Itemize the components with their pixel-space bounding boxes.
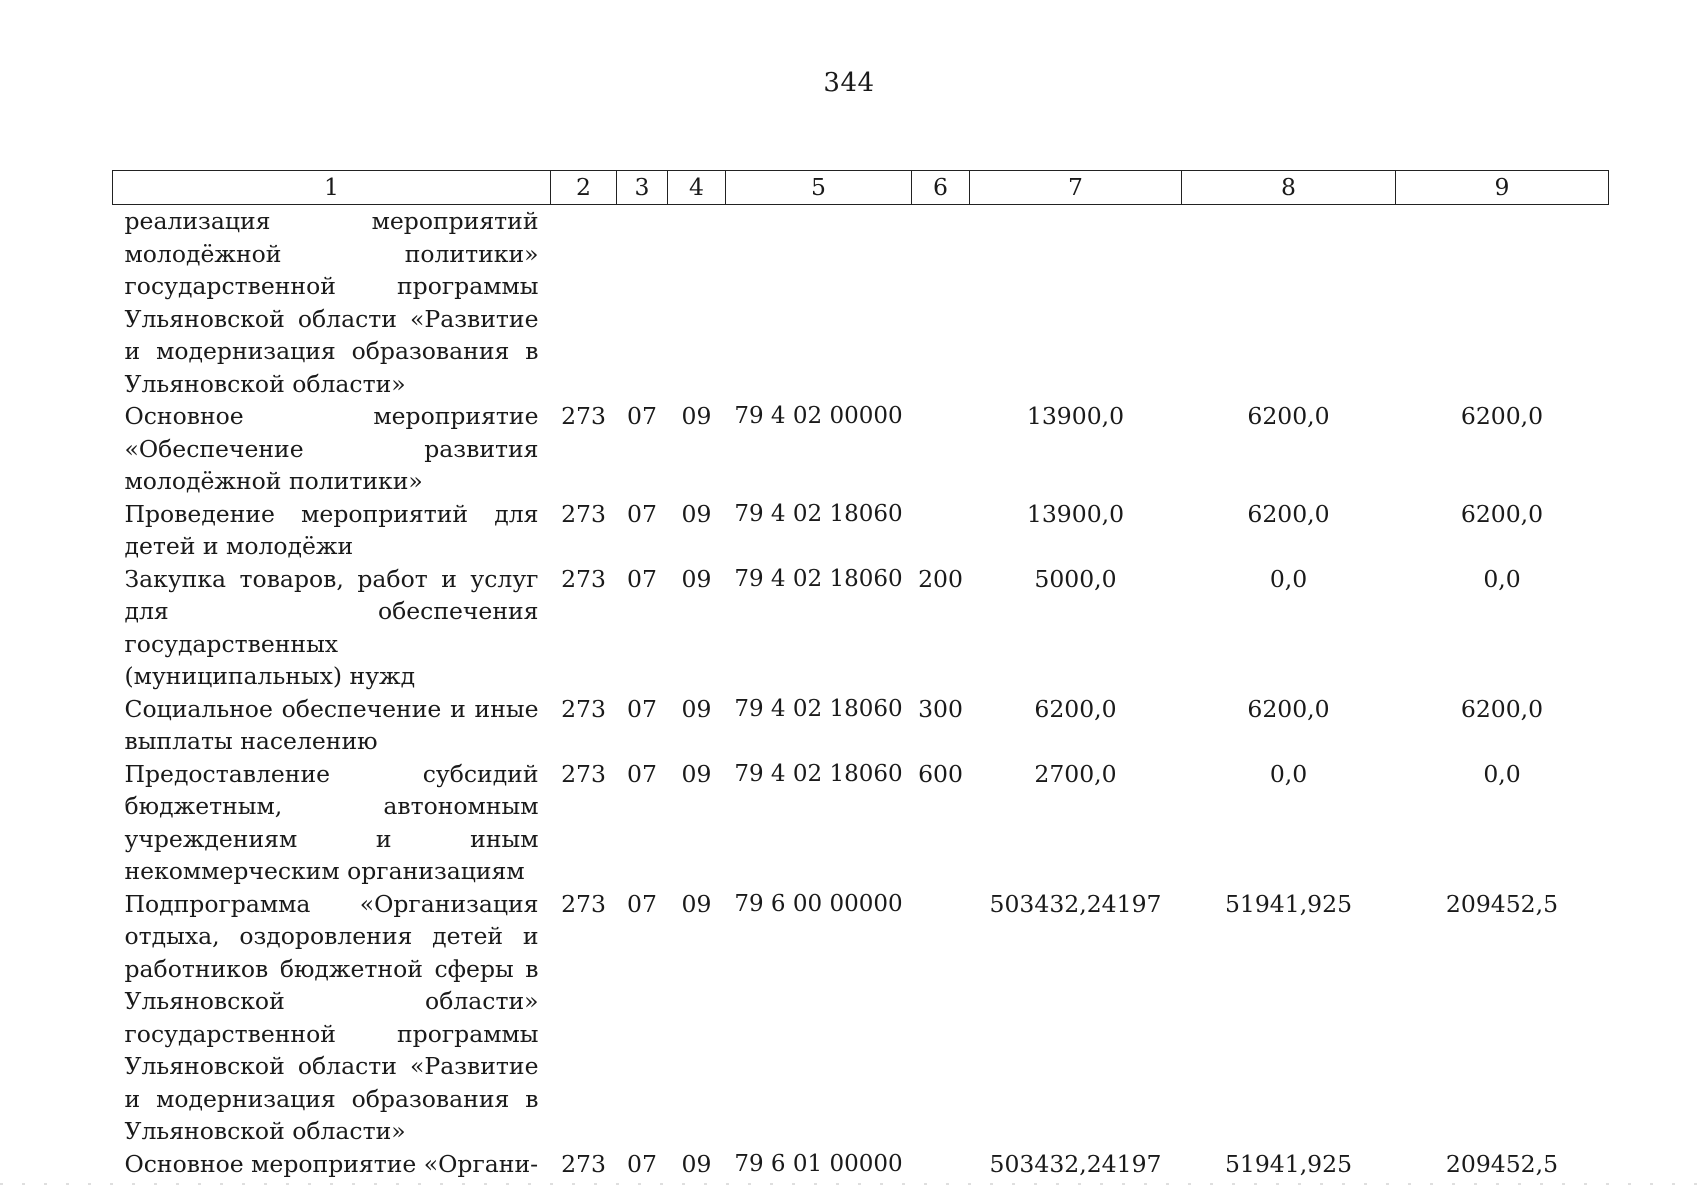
cell-amount-col9: 6200,0 — [1460, 402, 1544, 430]
row-description: реализация мероприятий молодёжной политики» государственной программы Ульяновской области «Развитие и модернизация образования в Ульяновской области» — [124, 207, 539, 398]
cell-amount-col7 — [970, 205, 1182, 401]
table-header-row — [113, 171, 1609, 205]
cell-admin-code: 273 — [561, 889, 606, 918]
cell-target-article — [726, 205, 912, 401]
cell-admin-code — [551, 205, 617, 401]
table-row — [113, 563, 1609, 693]
cell-section: 07 — [627, 759, 657, 788]
cell-amount-col9: 6200,0 — [1460, 694, 1544, 723]
cell-amount-col7: 6200,0 — [1034, 694, 1117, 723]
table-row — [113, 758, 1609, 888]
table-row — [113, 888, 1609, 1148]
cell-amount-col8: 6200,0 — [1247, 499, 1330, 528]
cell-amount-col7: 503432,24197 — [989, 1149, 1162, 1178]
cell-target-article: 79 4 02 18060 — [734, 695, 903, 722]
cell-target-article: 79 6 01 00000 — [734, 1150, 903, 1177]
column-header: 3 — [617, 171, 668, 205]
cell-section: 07 — [627, 889, 657, 918]
cell-admin-code: 273 — [561, 1149, 606, 1178]
column-header: 8 — [1182, 171, 1396, 205]
cell-amount-col7: 503432,24197 — [989, 889, 1162, 918]
cell-amount-col9: 6200,0 — [1460, 499, 1544, 528]
cell-subsection: 09 — [681, 694, 712, 723]
cell-section: 07 — [627, 402, 657, 430]
cell-amount-col8 — [1182, 205, 1396, 401]
cell-admin-code: 273 — [561, 564, 606, 593]
cell-subsection: 09 — [681, 889, 712, 918]
cell-amount-col9: 0,0 — [1483, 759, 1521, 788]
table-row — [113, 205, 1609, 401]
column-header: 4 — [668, 171, 726, 205]
cell-amount-col8: 0,0 — [1269, 759, 1308, 788]
row-description: Подпрограмма «Организация отдыха, оздоровления детей и работников бюджетной сферы в Ульяновской области» государственной программы Ульяновской области «Развитие и модернизация образования в Ульяновской области» — [124, 889, 539, 1145]
cell-admin-code: 273 — [561, 694, 606, 723]
column-header: 2 — [551, 171, 617, 205]
cell-target-article: 79 4 02 00000 — [734, 403, 903, 429]
row-description: Основное мероприятие «Обеспечение развития молодёжной политики» — [124, 402, 539, 495]
cell-amount-col9: 209452,5 — [1445, 889, 1559, 918]
cell-amount-col7: 2700,0 — [1034, 759, 1117, 788]
row-description: Основное мероприятие «Органи- — [124, 1149, 539, 1178]
cell-section: 07 — [627, 694, 657, 723]
cell-amount-col9: 0,0 — [1483, 564, 1521, 593]
cell-expense-type: 300 — [918, 694, 963, 723]
table-body — [113, 205, 1609, 1181]
column-header: 5 — [726, 171, 912, 205]
cell-amount-col8: 51941,925 — [1224, 1149, 1353, 1178]
table-row — [113, 693, 1609, 758]
cell-subsection: 09 — [681, 759, 712, 788]
cell-amount-col8: 6200,0 — [1247, 402, 1330, 430]
cell-subsection — [668, 205, 726, 401]
cell-amount-col8: 0,0 — [1269, 564, 1308, 593]
table-row — [113, 1148, 1609, 1181]
column-header: 9 — [1396, 171, 1609, 205]
cell-section: 07 — [627, 499, 657, 528]
table-row — [113, 400, 1609, 498]
column-header: 1 — [113, 171, 551, 205]
cell-target-article: 79 4 02 18060 — [734, 565, 903, 592]
table-row — [113, 498, 1609, 563]
column-header: 7 — [970, 171, 1182, 205]
page-number: 344 — [823, 68, 875, 98]
cell-admin-code: 273 — [561, 759, 606, 788]
cell-expense-type — [912, 498, 970, 563]
row-description: Социальное обеспечение и иные выплаты населению — [124, 694, 539, 755]
column-header: 6 — [912, 171, 970, 205]
cell-amount-col8: 6200,0 — [1247, 694, 1330, 723]
cell-amount-col7: 13900,0 — [1026, 499, 1125, 528]
cell-admin-code: 273 — [561, 499, 606, 528]
cell-subsection: 09 — [681, 564, 712, 593]
cell-expense-type: 600 — [918, 759, 963, 788]
cell-subsection: 09 — [681, 1149, 712, 1178]
cell-admin-code: 273 — [561, 402, 606, 430]
cell-section: 07 — [627, 1149, 657, 1178]
cell-amount-col9: 209452,5 — [1445, 1149, 1559, 1178]
cell-target-article: 79 4 02 18060 — [734, 500, 903, 527]
cell-target-article: 79 6 00 00000 — [734, 890, 903, 917]
cell-target-article: 79 4 02 18060 — [734, 760, 903, 787]
row-description: Проведение мероприятий для детей и молодёжи — [124, 499, 539, 560]
cell-amount-col9 — [1396, 205, 1609, 401]
cell-expense-type — [912, 1148, 970, 1181]
cell-amount-col7: 5000,0 — [1034, 564, 1117, 593]
cell-section — [617, 205, 668, 401]
row-description: Закупка товаров, работ и услуг для обеспечения государственных (муниципальных) нужд — [124, 564, 539, 690]
cell-amount-col8: 51941,925 — [1224, 889, 1353, 918]
cell-subsection: 09 — [681, 499, 712, 528]
cell-expense-type — [912, 888, 970, 1148]
cell-expense-type — [912, 205, 970, 401]
cell-amount-col7: 13900,0 — [1026, 402, 1125, 430]
cell-section: 07 — [627, 564, 657, 593]
budget-table — [112, 170, 1609, 1180]
cell-expense-type: 200 — [918, 564, 963, 593]
cell-expense-type — [912, 400, 970, 498]
row-description: Предоставление субсидий бюджетным, автономным учреждениям и иным некоммерческим организациям — [124, 759, 539, 885]
cell-subsection: 09 — [681, 402, 712, 430]
scan-artifact-line — [0, 1183, 1698, 1185]
